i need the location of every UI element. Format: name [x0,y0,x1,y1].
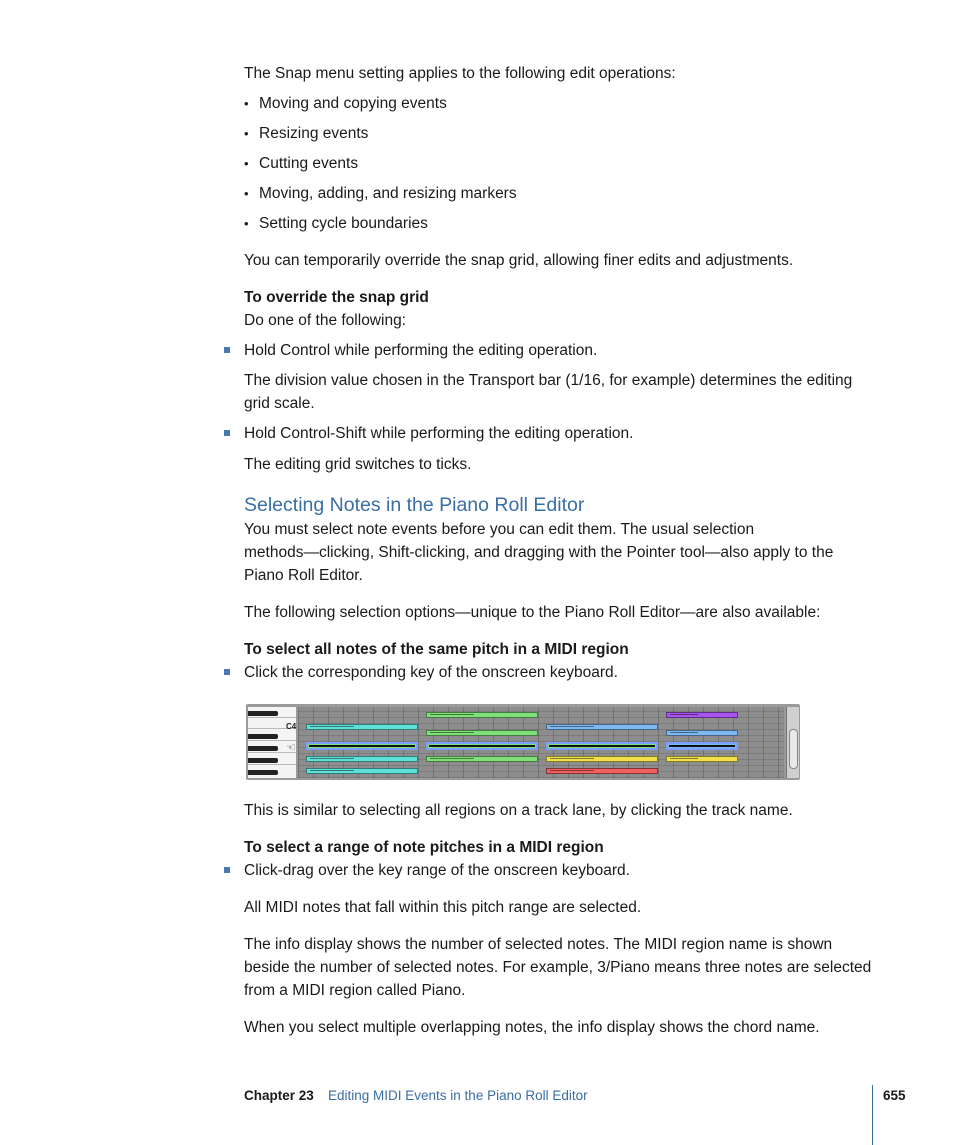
onscreen-keyboard[interactable] [248,707,296,778]
black-key[interactable] [248,734,278,739]
para3-line2: beside the number of selected notes. For example, 3/Piano means three notes are selected [244,959,872,976]
intro-text: The Snap menu setting applies to the following edit operations: [244,65,676,82]
midi-note-selected[interactable] [306,742,418,750]
para4: When you select multiple overlapping notes, the info display shows the chord name. [244,1019,820,1036]
square-bullet-icon [224,867,230,873]
midi-note[interactable] [306,768,418,774]
task2-step: Click-drag over the key range of the onscreen keyboard. [244,862,630,879]
para3-line1: The info display shows the number of selected notes. The MIDI region name is shown [244,936,833,953]
para2: The following selection options—unique to the Piano Roll Editor—are also available: [244,604,821,621]
square-bullet-icon [224,669,230,675]
step-control-note-line1: The division value chosen in the Transport bar (1/16, for example) determines the editing [244,372,853,389]
midi-note-selected[interactable] [546,742,658,750]
midi-note[interactable] [546,768,658,774]
task1-step: Click the corresponding key of the onscreen keyboard. [244,664,618,681]
section-title: Selecting Notes in the Piano Roll Editor [244,494,585,516]
page-number: 655 [883,1088,906,1103]
do-one-text: Do one of the following: [244,312,406,329]
square-bullet-icon [224,347,230,353]
step-control-shift: Hold Control-Shift while performing the editing operation. [244,425,634,442]
para1-line3: Piano Roll Editor. [244,567,363,584]
para1-line2: methods—clicking, Shift-clicking, and dragging with the Pointer tool—also apply to the [244,544,834,561]
black-key[interactable] [248,770,278,775]
midi-note[interactable] [666,756,738,762]
c4-key-label: C4 [286,722,297,731]
task-heading-range: To select a range of note pitches in a MIDI region [244,839,604,856]
note-grid[interactable] [298,707,784,778]
midi-note-selected[interactable] [666,742,738,750]
piano-roll-figure [246,704,800,780]
task-heading-override: To override the snap grid [244,289,429,306]
midi-note[interactable] [546,756,658,762]
midi-note[interactable] [666,712,738,718]
square-bullet-icon [224,430,230,436]
figure-caption: This is similar to selecting all regions on a track lane, by clicking the track name. [244,802,793,819]
pointing-hand-icon: ☜ [286,742,296,754]
footer-chapter-title[interactable]: Editing MIDI Events in the Piano Roll Editor [328,1088,588,1103]
midi-note-selected[interactable] [426,742,538,750]
midi-note[interactable] [306,756,418,762]
midi-note[interactable] [306,724,418,730]
footer-divider [872,1085,873,1145]
override-paragraph: You can temporarily override the snap grid, allowing finer edits and adjustments. [244,252,794,269]
step-control: Hold Control while performing the editing operation. [244,342,598,359]
midi-note[interactable] [426,756,538,762]
scroll-thumb[interactable] [789,729,798,769]
task2-result: All MIDI notes that fall within this pitch range are selected. [244,899,642,916]
para1-line1: You must select note events before you can edit them. The usual selection [244,521,755,538]
vertical-scrollbar[interactable] [786,707,799,778]
midi-note[interactable] [426,730,538,736]
midi-note[interactable] [666,730,738,736]
black-key[interactable] [248,758,278,763]
black-key[interactable] [248,746,278,751]
para3-line3: from a MIDI region called Piano. [244,982,466,999]
task-heading-same-pitch: To select all notes of the same pitch in a MIDI region [244,641,629,658]
step-control-note-line2: grid scale. [244,395,315,412]
midi-note[interactable] [426,712,538,718]
midi-note[interactable] [546,724,658,730]
footer-chapter: Chapter 23 [244,1088,314,1103]
step-control-shift-note: The editing grid switches to ticks. [244,456,472,473]
black-key[interactable] [248,711,278,716]
